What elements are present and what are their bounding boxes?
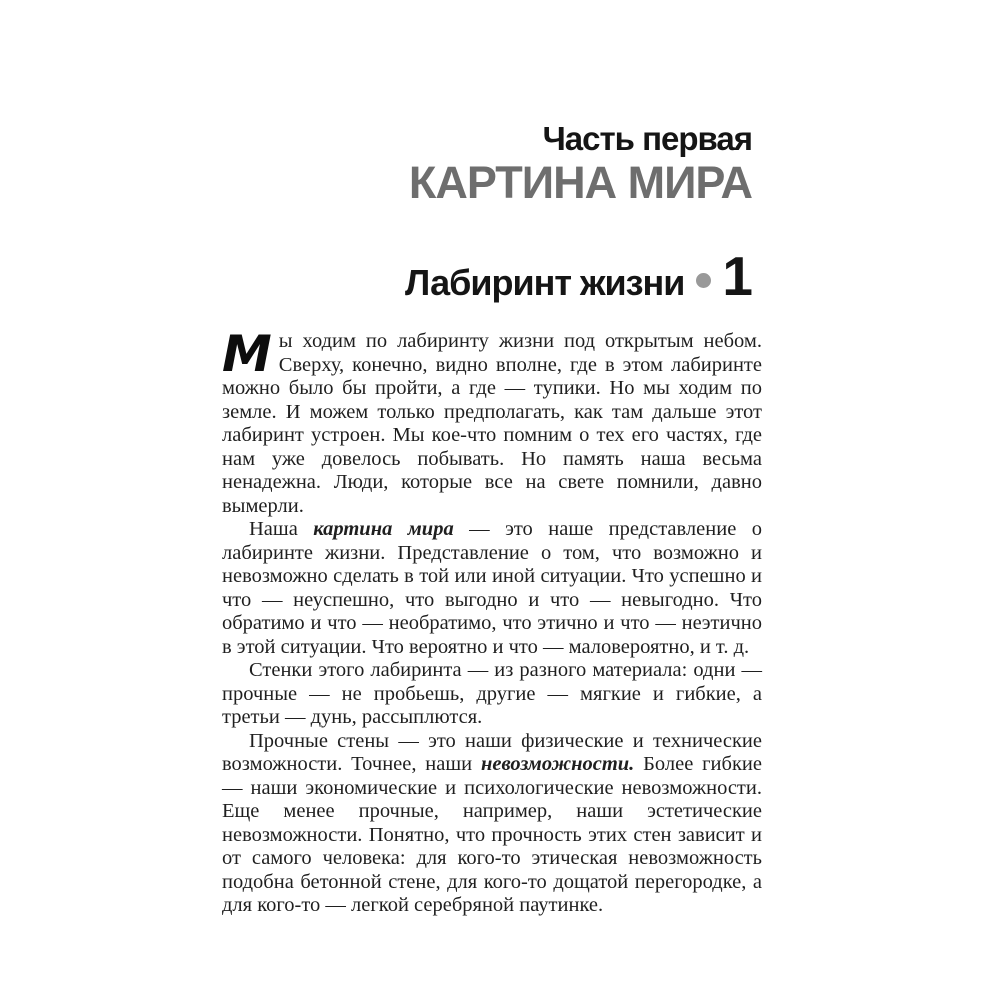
circle-bullet-icon xyxy=(696,273,711,288)
paragraph xyxy=(222,518,762,659)
part-label: Часть первая xyxy=(542,120,752,157)
emphasis-text: невозможности. xyxy=(480,753,635,775)
body-run: Более гибкие — наши экономические и психологические невозможности. Еще менее прочные, например, наши эстетические невозможности. Понятно, что прочность этих стен зависит и от самого человека: для кого-то этическая невозможность подобна бетонной стене, для кого-то дощатой перегородке, а для кого-то — легкой серебряной паутинке. xyxy=(222,753,762,916)
part-header xyxy=(222,120,762,208)
chapter-number: 1 xyxy=(722,245,752,307)
body-run: ы ходим по лабиринту жизни под открытым небом. Сверху, конечно, видно вполне, где в этом лабиринте можно было бы пройти, а где — тупики. Но мы ходим по земле. И можем только предполагать, как там дальше этот лабиринт устроен. Мы кое-что помним о тех его частях, где нам уже довелось побывать. Но память наша весьма ненадежна. Люди, которые все на свете помнили, давно вымерли. xyxy=(222,330,762,517)
paragraph xyxy=(222,730,762,918)
part-title: КАРТИНА МИРА xyxy=(408,157,752,208)
chapter-header xyxy=(222,245,762,307)
body-run: — это наше представление о лабиринте жизни. Представление о том, что возможно и невозможно сделать в той или иной ситуации. Что успешно и что — неуспешно, что выгодно и что — невыгодно. Что обратимо и что — необратимо, что этично и что — неэтично в этой ситуации. Что вероятно и что — маловероятно, и т. д. xyxy=(222,518,762,658)
body-run: Прочные стены — это наши физические и технические возможности. Точнее, наши xyxy=(222,729,762,775)
emphasis-text: картина мира xyxy=(313,518,454,540)
body-run: Наша xyxy=(249,518,314,540)
body-text xyxy=(222,325,762,918)
text-block xyxy=(222,122,762,918)
paragraph xyxy=(222,325,762,518)
body-run: Стенки этого лабиринта — из разного материала: одни — прочные — не пробьешь, другие — мягкие и гибкие, а третьи — дунь, рассыплются. xyxy=(222,659,762,728)
chapter-title: Лабиринт жизни xyxy=(404,262,685,303)
drop-cap: М xyxy=(222,325,272,383)
paragraph xyxy=(222,659,762,730)
